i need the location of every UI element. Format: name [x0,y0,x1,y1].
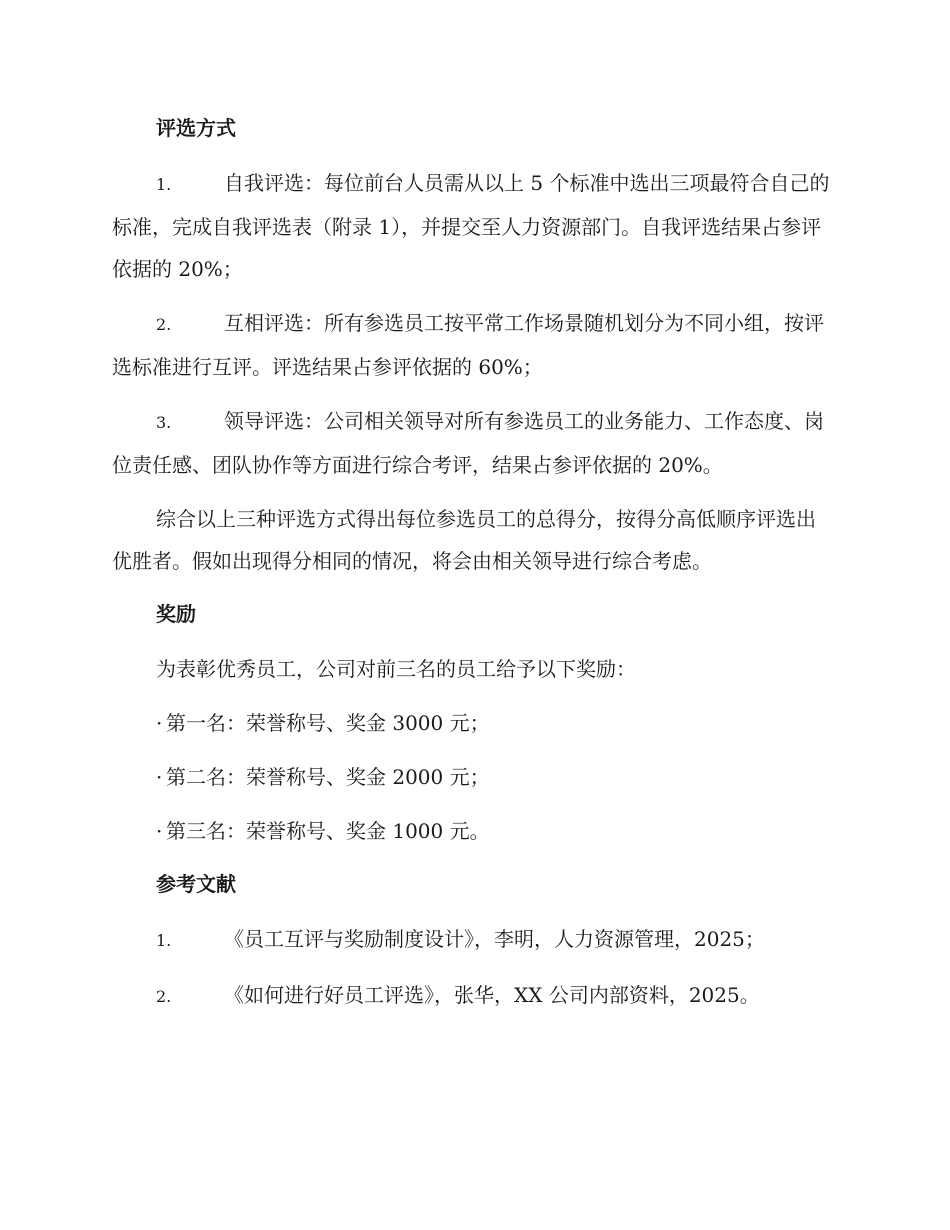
reference-number: 2. [156,987,172,1006]
reward-intro: 为表彰优秀员工，公司对前三名的员工给予以下奖励： [156,657,636,681]
reference-text: 《如何进行好员工评选》，张华，XX 公司内部资料，2025。 [224,983,760,1007]
section-heading-references: 参考文献 [156,872,236,896]
reward-item-text: 第二名：荣誉称号、奖金 2000 元； [166,765,490,789]
section-heading-method: 评选方式 [156,116,236,140]
method-item-text: 互相评选：所有参选员工按平常工作场景随机划分为不同小组，按评选标准进行互评。评选结果占参评依据的 60%； [112,311,824,379]
document-content [112,108,832,1030]
bullet-symbol: · [156,765,163,789]
reward-item-2 [112,756,832,798]
method-item-2 [112,302,832,388]
reference-number: 1. [156,931,172,950]
method-item-3 [112,400,832,486]
method-item-number: 3. [156,413,172,432]
method-item-1 [112,162,832,290]
method-item-number: 2. [156,315,172,334]
reward-item-text: 第一名：荣誉称号、奖金 3000 元； [166,711,490,735]
bullet-symbol: · [156,819,163,843]
bullet-symbol: · [156,711,163,735]
method-item-text: 领导评选：公司相关领导对所有参选员工的业务能力、工作态度、岗位责任感、团队协作等方面进行综合考评，结果占参评依据的 20%。 [112,409,824,477]
reference-item-2 [112,974,832,1018]
method-summary: 综合以上三种评选方式得出每位参选员工的总得分，按得分高低顺序评选出优胜者。假如出现得分相同的情况，将会由相关领导进行综合考虑。 [112,507,816,573]
reference-text: 《员工互评与奖励制度设计》，李明，人力资源管理，2025； [224,927,765,951]
reward-item-3 [112,810,832,852]
reward-item-text: 第三名：荣誉称号、奖金 1000 元。 [166,819,490,843]
reward-item-1 [112,702,832,744]
reference-item-1 [112,918,832,962]
method-item-text: 自我评选：每位前台人员需从以上 5 个标准中选出三项最符合自己的标准，完成自我评选表（附录 1），并提交至人力资源部门。自我评选结果占参评依据的 20%； [112,171,830,281]
method-item-number: 1. [156,175,172,194]
section-heading-reward: 奖励 [156,602,196,626]
